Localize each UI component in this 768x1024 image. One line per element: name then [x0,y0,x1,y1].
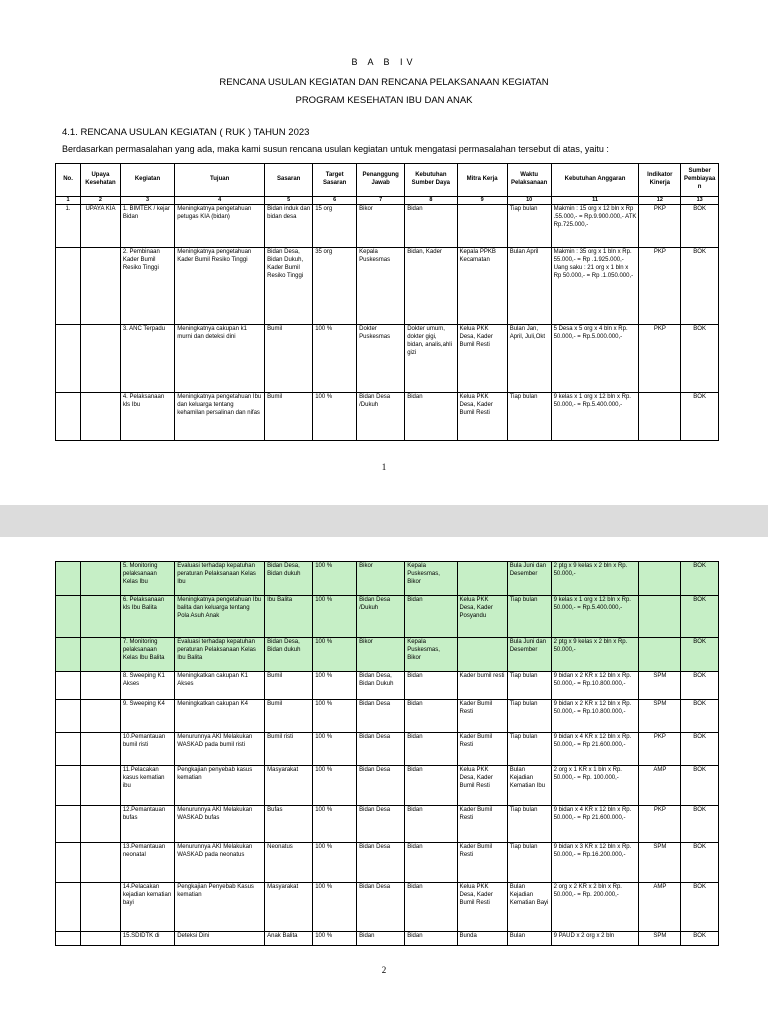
upaya-kesehatan-cell [81,883,121,932]
indikator-kinerja-cell: PKP [639,248,681,325]
column-number: 7 [357,197,405,205]
tujuan-cell: Deteksi Dini [175,932,265,946]
kebutuhan-anggaran-cell: 9 bidan x 2 KR x 12 bln x Rp. 50.000,- = Rp.10.800.000,- [551,700,639,733]
kebutuhan-sumber-daya-cell: Bidan [405,843,457,883]
kebutuhan-sumber-daya-cell: Bidan [405,596,457,638]
indikator-kinerja-cell: SPM [639,672,681,700]
column-header: Kebutuhan Anggaran [551,164,639,197]
mitra-kerja-cell: Kelua PKK Desa, Kader Bumil Resti [457,766,507,806]
target-sasaran-cell: 15 org [313,205,357,248]
table-row [56,806,719,843]
penanggung-jawab-cell: Bidan Desa [357,883,405,932]
column-header: Upaya Kesehatan [81,164,121,197]
tujuan-cell: Meningkatnya pengetahuan petugas KIA (bidan) [175,205,265,248]
sasaran-cell: Bumil [265,672,313,700]
target-sasaran-cell: 100 % [313,843,357,883]
mitra-kerja-cell: Kader Bumil Resti [457,733,507,766]
penanggung-jawab-cell: Bidan [357,932,405,946]
sasaran-cell: Bidan Desa, Bidan Dukuh, Kader Bumil Resiko Tinggi [265,248,313,325]
kebutuhan-anggaran-cell: 9 bidan x 2 KR x 12 bln x Rp. 50.000,- = Rp.10.800.000,- [551,672,639,700]
page-2 [0,537,768,1024]
kegiatan-cell: 9. Sweeping K4 [120,700,174,733]
column-header: Sumber Pembiayaan [681,164,719,197]
row-number-cell [56,932,81,946]
penanggung-jawab-cell: Bidan Desa [357,766,405,806]
kebutuhan-anggaran-cell: 5 Desa x 5 org x 4 bln x Rp. 50.000,- = Rp.5.000.000,- [551,325,639,393]
sumber-pembiayaan-cell: BOK [681,883,719,932]
column-header: Kebutuhan Sumber Daya [405,164,457,197]
table-row [56,325,719,393]
waktu-pelaksanaan-cell: Tiap bulan [507,733,551,766]
mitra-kerja-cell: Kelua PKK Desa, Kader Posyandu [457,596,507,638]
mitra-kerja-cell: Kelua PKK Desa, Kader Bumil Resti [457,393,507,441]
target-sasaran-cell: 100 % [313,672,357,700]
table-row [56,596,719,638]
kebutuhan-sumber-daya-cell: Kepala Puskesmas, Bikor [405,638,457,672]
page-1 [0,0,768,505]
column-header: No. [56,164,81,197]
tujuan-cell: Meningkatkan cakupan K4 [175,700,265,733]
penanggung-jawab-cell: Bidan Desa [357,700,405,733]
kebutuhan-anggaran-cell: 9 kelas x 1 org x 12 bln x Rp. 50.000,- = Rp.5.400.000,- [551,393,639,441]
target-sasaran-cell: 100 % [313,733,357,766]
waktu-pelaksanaan-cell: Bulan Jan, April, Juli,Okt [507,325,551,393]
document-title: RENCANA USULAN KEGIATAN DAN RENCANA PELAKSANAAN KEGIATAN [219,77,549,88]
target-sasaran-cell: 100 % [313,806,357,843]
row-number-cell [56,883,81,932]
tujuan-cell: Menurunnya AKI Melakukan WASKAD pada bumil risti [175,733,265,766]
sumber-pembiayaan-cell: BOK [681,562,719,596]
row-number-cell [56,672,81,700]
sasaran-cell: Anak Balita [265,932,313,946]
mitra-kerja-cell: Kepala PPKB Kecamatan [457,248,507,325]
column-header: Mitra Kerja [457,164,507,197]
row-number-cell [56,248,81,325]
upaya-kesehatan-cell [81,562,121,596]
kebutuhan-sumber-daya-cell: Bidan [405,393,457,441]
sasaran-cell: Ibu Balita [265,596,313,638]
kegiatan-cell: 1. BIMTEK / kejar Bidan [120,205,174,248]
waktu-pelaksanaan-cell: Tiap bulan [507,596,551,638]
column-header: Target Sasaran [313,164,357,197]
sumber-pembiayaan-cell: BOK [681,596,719,638]
sasaran-cell: Masyarakat [265,883,313,932]
sasaran-cell: Bumil risti [265,733,313,766]
indikator-kinerja-cell: SPM [639,700,681,733]
kebutuhan-sumber-daya-cell: Kepala Puskesmas, Bikor [405,562,457,596]
kebutuhan-sumber-daya-cell: Bidan [405,672,457,700]
column-number-row [56,197,719,205]
kegiatan-cell: 12.Pemantauan bufas [120,806,174,843]
kebutuhan-anggaran-cell: 2 org x 1 KR x 1 bln x Rp. 50.000,- = Rp. 100.000,- [551,766,639,806]
target-sasaran-cell: 100 % [313,638,357,672]
kebutuhan-anggaran-cell: 2 ptg x 9 kelas x 2 bln x Rp. 50.000,- [551,562,639,596]
column-number: 8 [405,197,457,205]
waktu-pelaksanaan-cell: Tiap bulan [507,393,551,441]
indikator-kinerja-cell: PKP [639,806,681,843]
kebutuhan-anggaran-cell: 9 kelas x 1 org x 12 bln x Rp. 50.000,- = Rp.5.400.000,- [551,596,639,638]
kebutuhan-anggaran-cell: 9 bidan x 3 KR x 12 bln x Rp. 50.000,- = Rp.16.200.000,- [551,843,639,883]
sasaran-cell: Bidan induk dan bidan desa [265,205,313,248]
table-row [56,205,719,248]
upaya-kesehatan-cell [81,325,121,393]
column-number: 13 [681,197,719,205]
target-sasaran-cell: 100 % [313,393,357,441]
column-number: 5 [265,197,313,205]
indikator-kinerja-cell: SPM [639,932,681,946]
kegiatan-cell: 8. Sweeping K1 Akses [120,672,174,700]
mitra-kerja-cell: Kader bumil resti [457,672,507,700]
indikator-kinerja-cell: PKP [639,733,681,766]
waktu-pelaksanaan-cell: Bulan Kejadian Kematian Ibu [507,766,551,806]
table-row [56,932,719,946]
column-number: 12 [639,197,681,205]
upaya-kesehatan-cell: UPAYA KIA [81,205,121,248]
target-sasaran-cell: 100 % [313,932,357,946]
kebutuhan-sumber-daya-cell: Dokter umum, dokter gigi, bidan, analis,ahli gizi [405,325,457,393]
tujuan-cell: Evaluasi terhadap kepatuhan peraturan Pelaksanaan Kelas Ibu Balita [175,638,265,672]
upaya-kesehatan-cell [81,932,121,946]
kebutuhan-sumber-daya-cell: Bidan [405,700,457,733]
waktu-pelaksanaan-cell: Bulan [507,932,551,946]
table-row [56,766,719,806]
row-number-cell [56,562,81,596]
indikator-kinerja-cell: AMP [639,766,681,806]
mitra-kerja-cell: Kelua PKK Desa, Kader Bumil Resti [457,325,507,393]
kegiatan-cell: 10.Pemantauan bumil risti [120,733,174,766]
upaya-kesehatan-cell [81,672,121,700]
mitra-kerja-cell: Kader Bumil Resti [457,806,507,843]
upaya-kesehatan-cell [81,638,121,672]
penanggung-jawab-cell: Dokter Puskesmas [357,325,405,393]
waktu-pelaksanaan-cell: Bulan Kejadian Kematian Bayi [507,883,551,932]
row-number-cell [56,325,81,393]
mitra-kerja-cell [457,638,507,672]
intro-paragraph: Berdasarkan permasalahan yang ada, maka kami susun rencana usulan kegiatan untuk mengatasi permasalahan tersebut di atas, yaitu : [62,144,609,154]
sasaran-cell: Bufas [265,806,313,843]
table-row [56,562,719,596]
target-sasaran-cell: 100 % [313,562,357,596]
row-number-cell [56,733,81,766]
tujuan-cell: Pengkajian Penyebab Kasus kematian [175,883,265,932]
upaya-kesehatan-cell [81,393,121,441]
sasaran-cell: Bidan Desa, Bidan dukuh [265,638,313,672]
kebutuhan-anggaran-cell: Makmin : 35 org x 1 bln x Rp. 55.000,- = Rp .1.925.000,- Uang saku : 21 org x 1 bln x Rp 50.000,- = Rp .1.050.000,- [551,248,639,325]
column-header: Penanggung Jawab [357,164,405,197]
kegiatan-cell: 13.Pemantauan neonatal [120,843,174,883]
tujuan-cell: Evaluasi terhadap kepatuhan peraturan Pelaksanaan Kelas Ibu [175,562,265,596]
column-number: 3 [120,197,174,205]
sumber-pembiayaan-cell: BOK [681,638,719,672]
tujuan-cell: Meningkatkan cakupan K1 Akses [175,672,265,700]
table-row [56,700,719,733]
column-header: Kegiatan [120,164,174,197]
sasaran-cell: Masyarakat [265,766,313,806]
page-number: 1 [381,462,387,472]
upaya-kesehatan-cell [81,806,121,843]
upaya-kesehatan-cell [81,766,121,806]
tujuan-cell: Pengkajian penyebab kasus kematian [175,766,265,806]
sumber-pembiayaan-cell: BOK [681,766,719,806]
target-sasaran-cell: 100 % [313,325,357,393]
mitra-kerja-cell [457,205,507,248]
column-header: Indikator Kinerja [639,164,681,197]
penanggung-jawab-cell: Bidan Desa /Dukuh [357,393,405,441]
kebutuhan-anggaran-cell: 9 PAUD x 2 org x 2 bln [551,932,639,946]
row-number-cell [56,843,81,883]
indikator-kinerja-cell [639,638,681,672]
column-header: Sasaran [265,164,313,197]
sumber-pembiayaan-cell: BOK [681,325,719,393]
kebutuhan-sumber-daya-cell: Bidan [405,766,457,806]
kegiatan-cell: 4. Pelaksanaan kls Ibu [120,393,174,441]
tujuan-cell: Menurunnya AKI Melakukan WASKAD bufas [175,806,265,843]
column-number: 4 [175,197,265,205]
penanggung-jawab-cell: Bidan Desa [357,733,405,766]
table-row [56,393,719,441]
target-sasaran-cell: 100 % [313,883,357,932]
kebutuhan-anggaran-cell: 9 bidan x 4 KR x 12 bln x Rp. 50.000,- = Rp 21.600.000,- [551,806,639,843]
kebutuhan-anggaran-cell: 9 bidan x 4 KR x 12 bln x Rp. 50.000,- = Rp 21.600.000,- [551,733,639,766]
page-gap [0,505,768,537]
penanggung-jawab-cell: Bikor [357,562,405,596]
sumber-pembiayaan-cell: BOK [681,843,719,883]
indikator-kinerja-cell: PKP [639,205,681,248]
waktu-pelaksanaan-cell: Bula Juni dan Desember [507,562,551,596]
table-row [56,638,719,672]
waktu-pelaksanaan-cell: Bulan April [507,248,551,325]
row-number-cell [56,596,81,638]
waktu-pelaksanaan-cell: Tiap bulan [507,205,551,248]
kegiatan-cell: 6. Pelaksanaan kls Ibu Balita [120,596,174,638]
sumber-pembiayaan-cell: BOK [681,932,719,946]
indikator-kinerja-cell: AMP [639,883,681,932]
upaya-kesehatan-cell [81,733,121,766]
table-row [56,733,719,766]
indikator-kinerja-cell [639,596,681,638]
sasaran-cell: Bumil [265,325,313,393]
column-number: 11 [551,197,639,205]
mitra-kerja-cell: Kader Bumil Resti [457,700,507,733]
header-row [56,164,719,197]
ruk-table-page2 [55,561,719,946]
sasaran-cell: Bidan Desa, Bidan dukuh [265,562,313,596]
sumber-pembiayaan-cell: BOK [681,393,719,441]
sasaran-cell: Bumil [265,700,313,733]
kebutuhan-anggaran-cell: 2 org x 2 KR x 2 bln x Rp. 50.000,- = Rp. 200.000,- [551,883,639,932]
table-row [56,843,719,883]
table-row [56,672,719,700]
column-header: Waktu Pelaksanaan [507,164,551,197]
upaya-kesehatan-cell [81,248,121,325]
table-row [56,883,719,932]
tujuan-cell: Meningkatnya pengetahuan Ibu dan keluarga tentang kehamilan persalinan dan nifas [175,393,265,441]
row-number-cell: 1. [56,205,81,248]
row-number-cell [56,393,81,441]
penanggung-jawab-cell: Bidan Desa, Bidan Dukuh [357,672,405,700]
tujuan-cell: Meningkatnya cakupan k1 murni dan deteksi dini [175,325,265,393]
kegiatan-cell: 2. Pembinaan Kader Bumil Resiko Tinggi [120,248,174,325]
indikator-kinerja-cell: SPM [639,843,681,883]
waktu-pelaksanaan-cell: Tiap bulan [507,806,551,843]
section-heading: 4.1. RENCANA USULAN KEGIATAN ( RUK ) TAHUN 2023 [62,127,310,138]
row-number-cell [56,638,81,672]
upaya-kesehatan-cell [81,700,121,733]
indikator-kinerja-cell [639,393,681,441]
kegiatan-cell: 14.Pelacakan kejadian kematian bayi [120,883,174,932]
chapter-label: B A B IV [351,57,417,67]
mitra-kerja-cell: Kelua PKK Desa, Kader Bumil Resti [457,883,507,932]
ruk-table-page1 [55,163,719,441]
table-row [56,248,719,325]
mitra-kerja-cell: Bunda [457,932,507,946]
waktu-pelaksanaan-cell: Tiap bulan [507,700,551,733]
column-header: Tujuan [175,164,265,197]
column-number: 1 [56,197,81,205]
column-number: 6 [313,197,357,205]
sumber-pembiayaan-cell: BOK [681,248,719,325]
row-number-cell [56,700,81,733]
waktu-pelaksanaan-cell: Tiap bulan [507,843,551,883]
upaya-kesehatan-cell [81,596,121,638]
kebutuhan-sumber-daya-cell: Bidan [405,883,457,932]
penanggung-jawab-cell: Bikor [357,205,405,248]
column-number: 10 [507,197,551,205]
sumber-pembiayaan-cell: BOK [681,205,719,248]
penanggung-jawab-cell: Bidan Desa /Dukuh [357,596,405,638]
penanggung-jawab-cell: Bikor [357,638,405,672]
column-number: 2 [81,197,121,205]
row-number-cell [56,766,81,806]
penanggung-jawab-cell: Bidan Desa [357,806,405,843]
sumber-pembiayaan-cell: BOK [681,700,719,733]
sumber-pembiayaan-cell: BOK [681,672,719,700]
target-sasaran-cell: 35 org [313,248,357,325]
kebutuhan-sumber-daya-cell: Bidan [405,733,457,766]
kebutuhan-anggaran-cell: 2 ptg x 9 kelas x 2 bln x Rp. 50.000,- [551,638,639,672]
waktu-pelaksanaan-cell: Tiap bulan [507,672,551,700]
penanggung-jawab-cell: Kepala Puskesmas [357,248,405,325]
tujuan-cell: Menurunnya AKI Melakukan WASKAD pada neonatus [175,843,265,883]
row-number-cell [56,806,81,843]
mitra-kerja-cell: Kader Bumil Resti [457,843,507,883]
tujuan-cell: Meningkatnya pengetahuan Kader Bumil Resiko Tinggi [175,248,265,325]
indikator-kinerja-cell: PKP [639,325,681,393]
kegiatan-cell: 15.SDIDTK di [120,932,174,946]
tujuan-cell: Meningkatnya pengetahuan Ibu balita dan keluarga tentang Pola Asuh Anak [175,596,265,638]
kebutuhan-anggaran-cell: Makmin : 15 org x 12 bln x Rp .55.000,- = Rp.9.900.000,- ATK Rp.725.000,- [551,205,639,248]
target-sasaran-cell: 100 % [313,700,357,733]
sumber-pembiayaan-cell: BOK [681,806,719,843]
kegiatan-cell: 7. Monitoring pelaksanaan Kelas Ibu Balita [120,638,174,672]
kegiatan-cell: 5. Monitoring pelaksanaan Kelas Ibu [120,562,174,596]
target-sasaran-cell: 100 % [313,766,357,806]
mitra-kerja-cell [457,562,507,596]
column-number: 9 [457,197,507,205]
kebutuhan-sumber-daya-cell: Bidan [405,205,457,248]
kebutuhan-sumber-daya-cell: Bidan [405,932,457,946]
upaya-kesehatan-cell [81,843,121,883]
kebutuhan-sumber-daya-cell: Bidan, Kader [405,248,457,325]
waktu-pelaksanaan-cell: Bula Juni dan Desember [507,638,551,672]
document-subtitle: PROGRAM KESEHATAN IBU DAN ANAK [295,95,473,106]
sasaran-cell: Neonatus [265,843,313,883]
page-number: 2 [381,965,387,975]
indikator-kinerja-cell [639,562,681,596]
kebutuhan-sumber-daya-cell: Bidan [405,806,457,843]
penanggung-jawab-cell: Bidan Desa [357,843,405,883]
kegiatan-cell: 11.Pelacakan kasus kematian ibu [120,766,174,806]
kegiatan-cell: 3. ANC Terpadu [120,325,174,393]
sumber-pembiayaan-cell: BOK [681,733,719,766]
target-sasaran-cell: 100 % [313,596,357,638]
sasaran-cell: Bumil [265,393,313,441]
